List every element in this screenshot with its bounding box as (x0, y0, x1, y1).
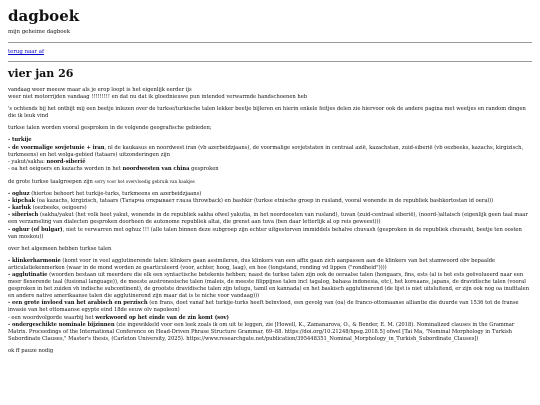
list-item: - een grote invloed van het arabisch en perzisch (en frans, doet vanaf het turkije-turks heeft beïnvloed, een gevolg van (oa) de franco-ottomaanse alliantie die duurde van 1536 tot de franse invasie van het ottomaanse egypte eind 18de eeuw olv napoleon) (8, 300, 519, 314)
paragraph: turkse talen worden vooral gesproken in de volgende geografische gebieden; (8, 125, 212, 132)
groups-list (8, 191, 532, 241)
geo-list (8, 137, 532, 172)
entry-date: vier jan 26 (8, 67, 74, 80)
list-item: - ondergeschikte nominale bijzinnen (zie ingewikkeld voor een leek zoals ik om uit te leggen, zie [Howell, K., Zamanarova, O., & Bender, E. M. (2018). Nominalized clauses in the Grammar Matrix. Proceedings of the International Conference on Head-Driven Phrase Structure Grammar, 69–88. https://doi.org/10.21248/hpsg.2018.5] ofwel [Tai Ma, "Nominal Morphology in Turkish Subordinate Clauses," Master's thesis, (Carleton University, 2025). https://www.researchgate.net/publication/395448351_Nominal_Morphology_in_Turkish_Subordinate_Clauses]) (8, 321, 515, 342)
list-item: - kipchak (oa kazachs, kirgizisch, tataars (Татарча открывает глаза throwback) en bashkir (turkse etnische groep in rusland, vooral wonende in de republiek bashkortostan id oeral)) (8, 198, 494, 205)
list-item: - yakut/sakha: noord-siberië (8, 158, 86, 165)
intro-line: weer niet motorrijden vandaag !!!!!!!!! en dat nu dat ik gloednieuwe pun intended verwarmde handschoenen heb (8, 94, 308, 101)
list-item: - de voormalige sovjetunie + iran, nl de kaukasus en noordwest iran (vb azerbeidzjaans), de voormalige sovjetstaten in centraal azië, kazachstan, zuid-siberië (vb oezbeeks, kazachs, kirgizisch, turkmeens) en het wolga-gebied (tataars) uitzonderingen zijn (8, 144, 524, 158)
list-item: - oa het oeigoers en kazachs worden in het noordwesten van china gesproken (8, 165, 219, 172)
list-item: - agglutinatie (woorden bestaan uit meerdere die elk een syntactische betekenis hebben; naast de turkse talen zijn ook de oeraalse talen (hongaars, fins, ests (al is het ests geëvolueerd naar een meer flexerende taal (fusional language)), de meeste austronesische talen (maleis, de meeste filippijnse talen incl tagalog, bahasa indonesia, etc), het koreaans, japans, de dravidische talen (vooral gesproken in het zuiden vh indische subcontinent), de grootste dravidische talen zijn telugu, tamil en kannada) en het baskisch agglutinerend (de lijst is niet uitsluitend, er zijn ook nog oa inuïttalen en andere native amerikaanse talen die agglutinerend zijn maar dat is te niche voor vandaag))) (8, 271, 530, 300)
divider (8, 42, 532, 43)
intro-paragraph (8, 87, 532, 101)
divider (8, 61, 532, 62)
features-list (8, 258, 532, 343)
blog-subtitle: mijn geheime dagboek (8, 29, 71, 35)
list-item: - karluk (oezbeeks, oeigoers) (8, 205, 87, 212)
aside-note: sorry voor het overvloedig gebruik van haakjes (94, 178, 195, 184)
intro-line: vandaag weer meeuw maar als je erop loopt is het eigenlijk eerder ijs (8, 87, 192, 93)
list-item: - turkije (8, 137, 32, 144)
blog-title: dagboek (8, 7, 80, 25)
closing-line: ok ff pauze nodig (8, 347, 54, 354)
back-link[interactable]: terug naar af (8, 49, 44, 55)
list-item: - oghur (of bulgar), niet te verwarren met oghuz !!! (alle talen binnen deze subgroep zijn echter uitgestorven immiddels behalve chuvash (gesproken in de republiek chuvashi, beetje ten oosten van moskou)) (8, 226, 522, 240)
paragraph: de grote turkse taalgroepen zijn sorry voor het overvloedig gebruik van haakjes (8, 178, 195, 185)
list-item: - een woordvolgorde waarbij het werkwoord op het einde van de zin komt (sov) (8, 314, 230, 321)
list-item: - klinkerharmonie (komt voor in veel agglutinerende talen: klinkers gaan assimileren, dus klinkers van een affix gaan zich aanpassen aan de klinkers van het stamwoord obv bepaalde articulatiekenmerken (waar in de mond worden ze gearticuleerd (voor, achter, hoog, laag), en hoe (tongstand, ronding vd lippen ("rondheid")))) (8, 257, 496, 271)
list-item: - oghuz (hiertoe behoort het turkije-turks, turkmeens en azerbeidzjaans) (8, 191, 202, 198)
paragraph: 's ochtends bij het ontbijt mij een beetje inlezen over de turkse/turkische talen lekker beetje bijleren en hierin enkele feitjes delen zie hiervoor ook de andere pagina met weetjes en random dingen die ik leuk vind (8, 106, 526, 120)
list-item: - siberisch (sakha/yakut (het volk heet yakut, wonende in de republiek sakha ofwel yakutia, in het noordoosten van rusland), tuvan (zuid-centraal siberië), (noord-)altaisch (eigenlijk geen taal maar een verzameling van dialecten gesproken doorheen de autonome republiek altai, die grenst aan tuva (ben daar letterlijk al op reis geweest))) (8, 212, 528, 226)
paragraph: over het algemeen hebben turkse talen (8, 245, 112, 252)
